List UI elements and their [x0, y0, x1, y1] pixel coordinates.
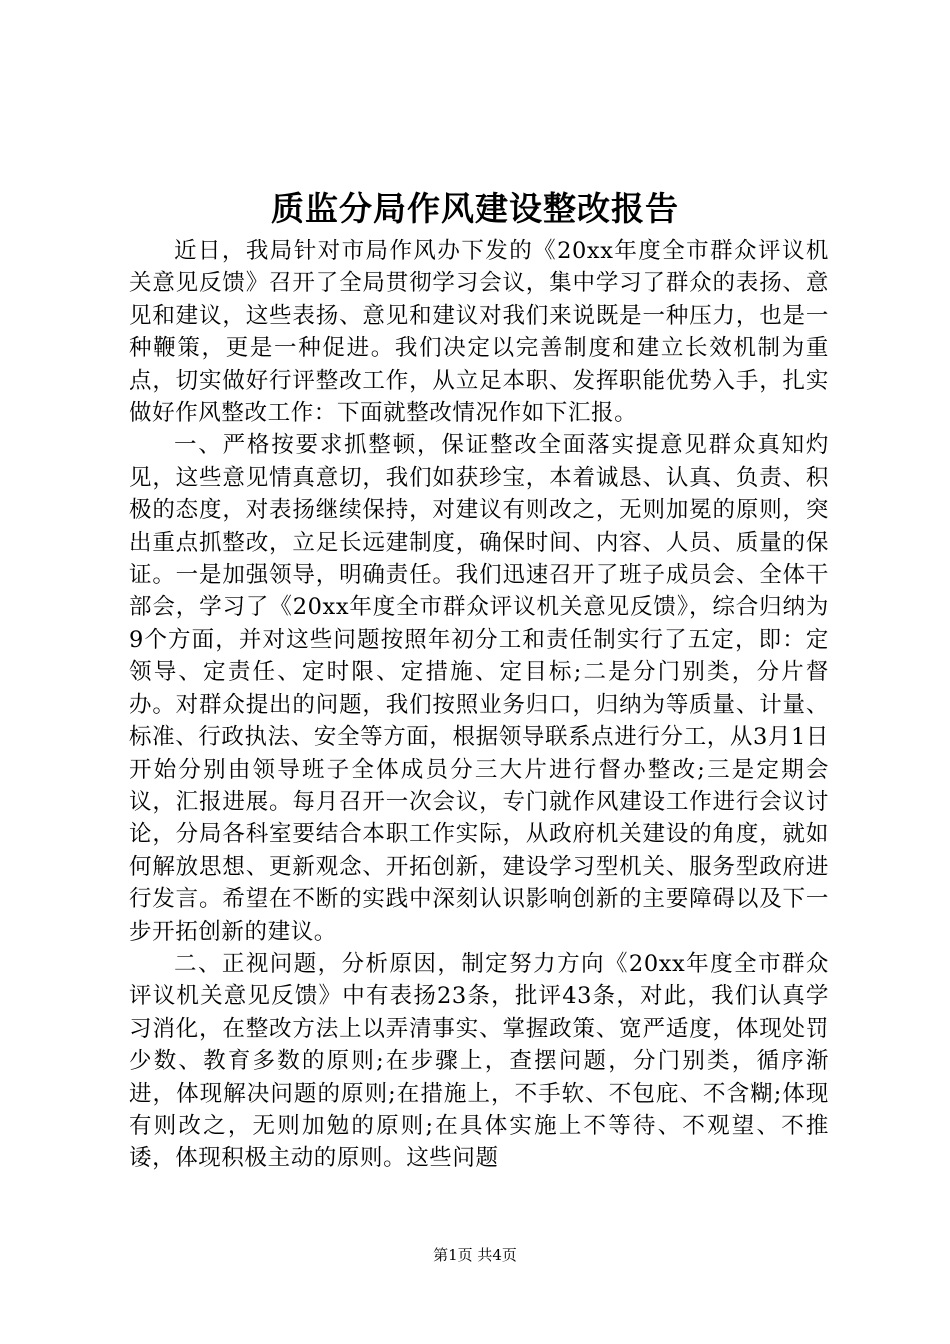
document-title: 质监分局作风建设整改报告 [271, 189, 679, 228]
paragraph-section-two: 二、正视问题，分析原因，制定努力方向《20xx年度全市群众评议机关意见反馈》中有表扬23条，批评43条，对此，我们认真学习消化，在整改方法上以弄清事实、掌握政策、宽严适度，体现处罚少数、教育多数的原则;在步骤上，查摆问题，分门别类，循序渐进，体现解决问题的原则;在措施上，不手软、不包庇、不含糊;体现有则改之，无则加勉的原则;在具体实施上不等待、不观望、不推诿，体现积极主动的原则。这些问题 [129, 950, 829, 1172]
paragraph-intro: 近日，我局针对市局作风办下发的《20xx年度全市群众评议机关意见反馈》召开了全局贯彻学习会议，集中学习了群众的表扬、意见和建议，这些表扬、意见和建议对我们来说既是一种压力，也是一种鞭策，更是一种促进。我们决定以完善制度和建立长效机制为重点，切实做好行评整改工作，从立足本职、发挥职能优势入手，扎实做好作风整改工作：下面就整改情况作如下汇报。 [129, 238, 829, 427]
paragraph-section-one: 一、严格按要求抓整顿，保证整改全面落实提意见群众真知灼见，这些意见情真意切，我们如获珍宝，本着诚恳、认真、负责、积极的态度，对表扬继续保持，对建议有则改之，无则加冕的原则，突出重点抓整改，立足长远建制度，确保时间、内容、人员、质量的保证。一是加强领导，明确责任。我们迅速召开了班子成员会、全体干部会，学习了《20xx年度全市群众评议机关意见反馈》，综合归纳为9个方面，并对这些问题按照年初分工和责任制实行了五定，即：定领导、定责任、定时限、定措施、定目标;二是分门别类，分片督办。对群众提出的问题，我们按照业务归口，归纳为等质量、计量、标准、行政执法、安全等方面，根据领导联系点进行分工，从3月1日开始分别由领导班子全体成员分三大片进行督办整改;三是定期会议，汇报进展。每月召开一次会议，专门就作风建设工作进行会议讨论，分局各科室要结合本职工作实际，从政府机关建设的角度，就如何解放思想、更新观念、开拓创新，建设学习型机关、服务型政府进行发言。希望在不断的实践中深刻认识影响创新的主要障碍以及下一步开拓创新的建议。 [129, 432, 829, 945]
document-body [129, 235, 829, 1175]
page-number-footer: 第1页 共4页 [433, 1246, 517, 1264]
